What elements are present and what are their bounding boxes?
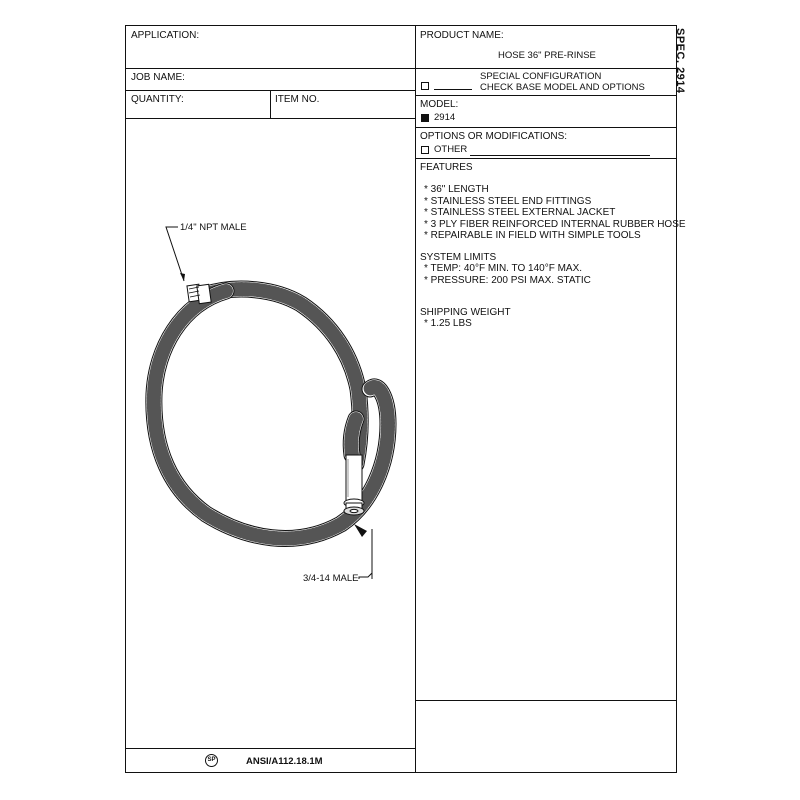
features-heading: FEATURES <box>420 162 473 173</box>
feature-item: * STAINLESS STEEL EXTERNAL JACKET <box>424 207 616 218</box>
frame-divider <box>415 25 416 773</box>
model-checkbox[interactable] <box>421 114 429 122</box>
row-line-bottom-right <box>415 700 676 701</box>
frame-top <box>125 25 677 26</box>
callout-top-label: 1/4" NPT MALE <box>180 222 247 233</box>
feature-item: * 3 PLY FIBER REINFORCED INTERNAL RUBBER HOSE <box>424 218 686 230</box>
item-no-divider <box>270 90 271 118</box>
certification-mark <box>205 754 218 767</box>
product-name-value: HOSE 36" PRE-RINSE <box>498 50 596 61</box>
limit-item: * PRESSURE: 200 PSI MAX. STATIC <box>424 274 591 286</box>
callout-bottom-label: 3/4-14 MALE <box>303 573 359 584</box>
row-line-special <box>415 68 676 69</box>
feature-item: * STAINLESS STEEL END FITTINGS <box>424 195 592 207</box>
certification-mark-text: SP <box>207 757 216 763</box>
special-config-line1: SPECIAL CONFIGURATION <box>480 71 602 82</box>
shipping-weight-heading: SHIPPING WEIGHT <box>420 307 511 318</box>
other-label: OTHER <box>434 144 468 155</box>
feature-item: * 36" LENGTH <box>424 184 489 195</box>
weight-item: * 1.25 LBS <box>424 318 472 329</box>
feature-item: * REPAIRABLE IN FIELD WITH SIMPLE TOOLS <box>424 230 641 241</box>
options-label: OPTIONS OR MODIFICATIONS: <box>420 131 568 142</box>
model-value: 2914 <box>434 112 456 123</box>
other-checkbox[interactable] <box>421 146 429 154</box>
row-line-model <box>415 95 676 96</box>
ansi-standard: ANSI/A112.18.1M <box>246 756 323 767</box>
row-line-footer <box>125 748 415 749</box>
frame-bottom <box>125 772 677 773</box>
product-name-label: PRODUCT NAME: <box>420 30 504 41</box>
application-label: APPLICATION: <box>131 30 200 41</box>
hose-drawing <box>126 119 415 747</box>
model-label: MODEL: <box>420 99 459 110</box>
frame-right <box>676 25 677 773</box>
row-line-features <box>415 158 676 159</box>
special-config-checkbox[interactable] <box>421 82 429 90</box>
row-line-options <box>415 127 676 128</box>
system-limits-heading: SYSTEM LIMITS <box>420 252 497 263</box>
other-blank <box>470 155 650 156</box>
special-config-line2: CHECK BASE MODEL AND OPTIONS <box>480 82 645 93</box>
limit-item: * TEMP: 40°F MIN. TO 140°F MAX. <box>424 263 583 274</box>
spec-side-text: SPEC. 2914 <box>674 28 686 94</box>
row-line-job <box>125 68 415 69</box>
quantity-label: QUANTITY: <box>131 94 184 105</box>
spec-side-label <box>672 28 702 94</box>
item-no-label: ITEM NO. <box>275 94 320 105</box>
special-config-blank <box>434 89 472 90</box>
job-name-label: JOB NAME: <box>131 72 185 83</box>
